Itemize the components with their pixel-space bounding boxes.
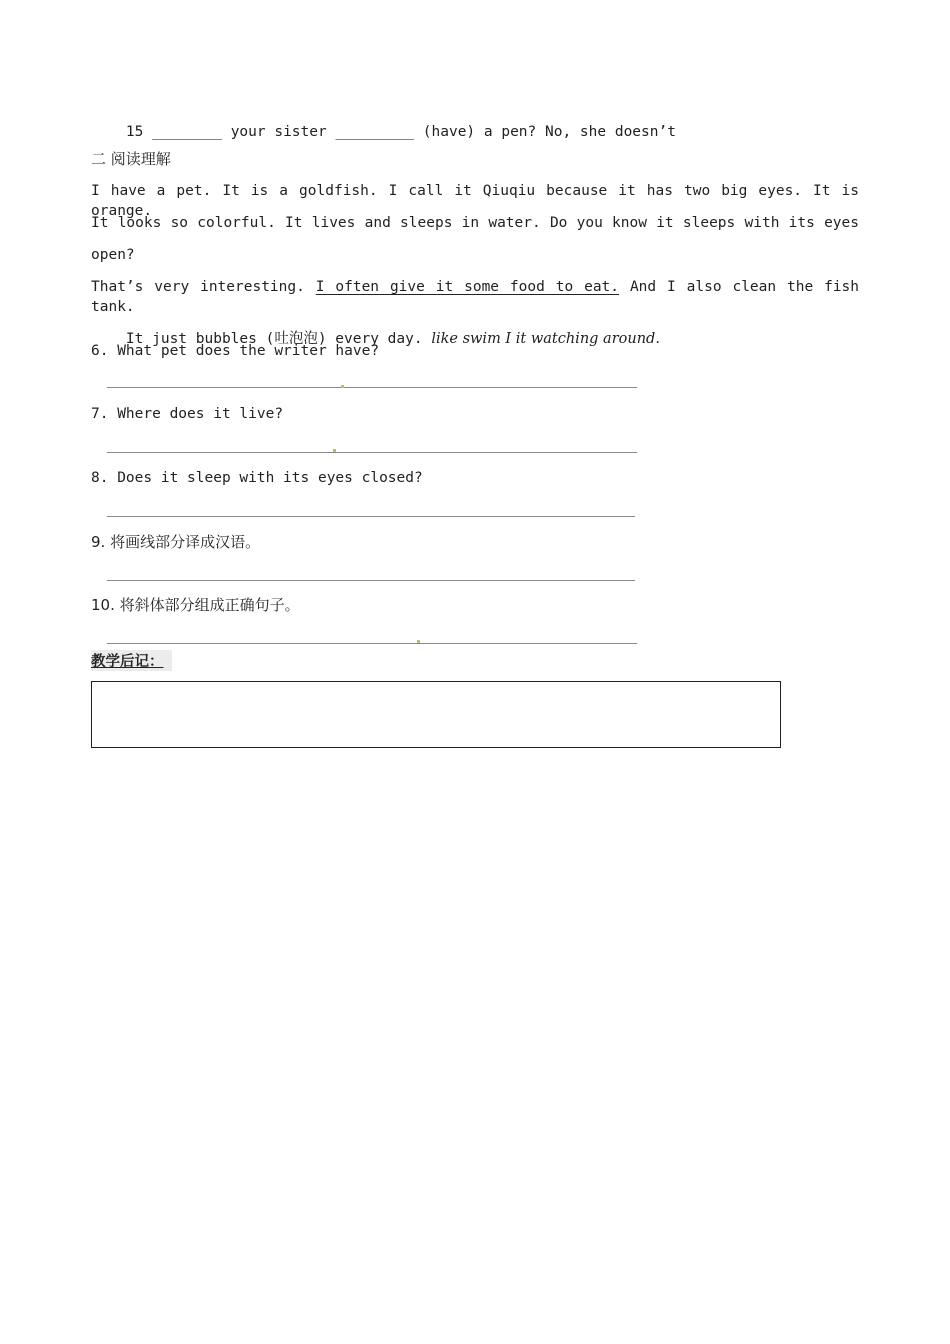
q15-blank-2: _________ (335, 124, 415, 140)
passage-line-2: It looks so colorful. It lives and sleeps in water. Do you know it sleeps with its eyes (91, 215, 859, 231)
marker-dot (417, 640, 420, 643)
passage-line-3: open? (91, 247, 135, 263)
answer-line-7[interactable] (107, 452, 637, 453)
answer-line-8[interactable] (107, 516, 635, 517)
marker-dot (333, 449, 336, 452)
section-title-reading: 二 阅读理解 (91, 150, 171, 168)
underlined-sentence: I often give it some food to eat. (315, 279, 620, 295)
question-8: 8. Does it sleep with its eyes closed? (91, 470, 423, 486)
passage-4-post: And I also clean the fish tank. (91, 279, 860, 315)
teaching-notes-title: 教学后记： (91, 650, 172, 671)
question-6: 6. What pet does the writer have? (91, 343, 380, 359)
passage-4-pre: That’s very interesting. (91, 279, 305, 295)
q15-blank-1: ________ (152, 124, 222, 140)
answer-line-10[interactable] (107, 643, 637, 644)
teaching-notes-box[interactable] (91, 681, 781, 748)
passage-line-1: I have a pet. It is a goldfish. I call it Qiuqiu because it has two big eyes. It is orange. (91, 183, 859, 219)
passage-5-pre: It just bubbles (吐泡泡) every day. (125, 331, 423, 347)
question-10: 10. 将斜体部分组成正确句子。 (91, 596, 300, 614)
q15-tail-text: (have) a pen? No, she doesn’t (422, 124, 676, 140)
answer-line-6[interactable] (107, 387, 637, 388)
marker-dot (341, 385, 344, 388)
question-7: 7. Where does it live? (91, 406, 284, 422)
q15-number: 15 (125, 124, 144, 140)
question-9: 9. 将画线部分译成汉语。 (91, 533, 261, 551)
answer-line-9[interactable] (107, 580, 635, 581)
italic-scrambled-sentence: like swim I it watching around. (431, 331, 660, 347)
q15-middle-text: your sister (230, 124, 327, 140)
question-15 (91, 102, 676, 162)
